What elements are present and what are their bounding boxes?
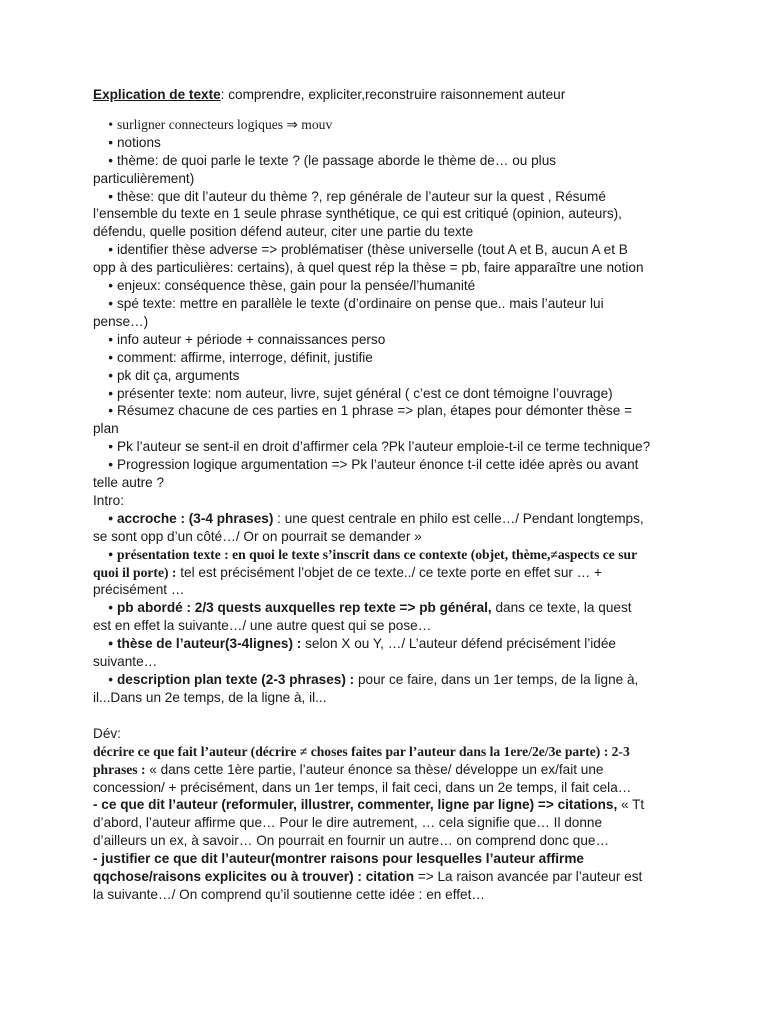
dev-decrire-cont-2: concession/ + précisément, dans un 1er temps, il fait ceci, dans un 2e temps, il fait cela… [93,779,632,795]
bullet-comment: • comment: affirme, interroge, définit, justifie [93,349,683,367]
spacer [93,707,683,725]
bullet-marker: • [108,672,113,687]
bullet-presenter-texte: • présenter texte: nom auteur, livre, sujet général ( c’est ce dont témoigne l’ouvrage) [93,385,683,403]
bullet-marker: • [108,439,113,455]
bullet-marker: • [108,349,113,365]
intro-pb-cont: est en effet la suivante…/ une autre quest qui se pose… [93,618,432,634]
bullet-marker: • [108,116,113,132]
bullet-marker: • [108,385,113,401]
bullet-marker: • [108,600,113,616]
intro-these-cont: suivante… [93,654,158,670]
bullet-adverse-cont: opp à des particulières: certains), à quel quest rép la thèse = pb, faire apparaître une notion [93,260,644,276]
intro-heading: Intro: [93,492,124,508]
title-subtitle: : comprendre, expliciter,reconstruire raisonnement auteur [220,87,566,102]
bullet-marker: • [108,278,113,294]
bullet-spe-cont: pense…) [93,313,149,329]
bullet-marker: • [108,188,113,204]
bullet-info-auteur: • info auteur + période + connaissances perso [93,331,683,349]
bullet-marker: • [108,242,113,258]
bullet-marker: • [108,152,113,168]
bullet-marker: • [108,636,113,652]
bullet-spe-texte: • spé texte: mettre en parallèle le texte (d’ordinaire on pense que.. mais l’auteur lui [93,295,683,313]
dev-ce-que-dit-cont-1: d’abord, l’auteur affirme que… Pour le dire autrement, … cela signifie que… Il donne [93,815,603,831]
bullet-marker: • [108,295,113,311]
document-title: Explication de texte [93,87,221,102]
intro-these-auteur: • thèse de l’auteur(3-4lignes) : selon X ou Y, …/ L’auteur défend précisément l’idée [93,635,683,653]
dev-ce-que-dit-cont-2: d’ailleurs un ex, à savoir… On pourrait en fournir un autre… on comprend donc que… [93,833,610,849]
bullet-these: • thèse: que dit l’auteur du thème ?, rep générale de l’auteur sur la quest , Résumé [93,188,683,206]
bullet-resumez: • Résumez chacune de ces parties en 1 phrase => plan, étapes pour démonter thèse = [93,402,683,420]
dev-justifier: - justifier ce que dit l’auteur(montrer raisons pour lesquelles l’auteur affirme [93,851,584,867]
dev-justifier-cont-2: la suivante…/ On comprend qu’il soutienne cette idée : en effet… [93,886,485,902]
intro-presentation-cont: quoi il porte) : tel est précisément l’objet de ce texte../ ce texte porte en effet sur … + [93,564,602,580]
bullet-resumez-cont: plan [93,421,119,437]
bullet-enjeux: • enjeux: conséquence thèse, gain pour la pensée/l’humanité [93,277,683,295]
dev-ce-que-dit: - ce que dit l’auteur (reformuler, illustrer, commenter, ligne par ligne) => citations, « Tt [93,797,645,813]
bullet-marker: • [108,134,113,150]
bullet-marker: • [108,457,113,473]
bullet-marker: • [108,367,113,383]
bullet-these-cont-2: défendu, quelle position défend auteur, citer une partie du texte [93,224,474,240]
title-line [93,86,683,104]
bullet-progression-cont: telle autre ? [93,475,165,491]
dev-heading: Dév: [93,725,121,741]
intro-presentation: • présentation texte : en quoi le texte s’inscrit dans ce contexte (objet, thème,≠aspects ce sur [93,546,683,564]
bullet-theme-cont: particulièrement) [93,170,195,186]
intro-accroche-cont: se sont opp d’un côté…/ Or on pourrait se demander » [93,528,422,544]
intro-plan: • description plan texte (2-3 phrases) : pour ce faire, dans un 1er temps, de la ligne à, [93,671,683,689]
bullet-these-adverse: • identifier thèse adverse => problématiser (thèse universelle (tout A et B, aucun A et B [93,241,683,259]
bullet-theme: • thème: de quoi parle le texte ? (le passage aborde le thème de… ou plus [93,152,683,170]
bullet-marker: • [108,331,113,347]
document-page [93,86,683,904]
bullet-these-cont-1: l’ensemble du texte en 1 seule phrase synthétique, ce qui est critiqué (opinion, auteurs), [93,206,622,222]
bullet-notions: • notions [93,134,683,152]
bullet-pk-auteur: • Pk l’auteur se sent-il en droit d’affirmer cela ?Pk l’auteur emploie-t-il ce terme technique? [93,438,683,456]
intro-plan-cont: il...Dans un 2e temps, de la ligne à, il... [93,689,327,705]
bullet-progression: • Progression logique argumentation => Pk l’auteur énonce t-il cette idée après ou avant [93,456,683,474]
intro-pb-aborde: • pb abordé : 2/3 quests auxquelles rep texte => pb général, dans ce texte, la quest [93,599,683,617]
bullet-marker: • [108,403,113,419]
intro-presentation-cont-2: précisément … [93,582,185,598]
bullet-pk-dit: • pk dit ça, arguments [93,367,683,385]
bullet-marker: • [108,510,113,526]
dev-justifier-cont: qqchose/raisons explicites ou à trouver) : citation => La raison avancée par l’auteur est [93,869,643,885]
intro-accroche: • accroche : (3-4 phrases) : une quest centrale en philo est celle…/ Pendant longtemps, [93,510,683,528]
dev-decrire: décrire ce que fait l’auteur (décrire ≠ choses faites par l’auteur dans la 1ere/2e/3e parte) : 2-3 [93,743,630,759]
bullet-connecteurs: • surligner connecteurs logiques ⇒ mouv [93,116,683,134]
bullet-marker: • [108,546,113,562]
dev-decrire-cont: phrases : « dans cette 1ère partie, l’auteur énonce sa thèse/ développe un ex/fait une [93,761,604,777]
